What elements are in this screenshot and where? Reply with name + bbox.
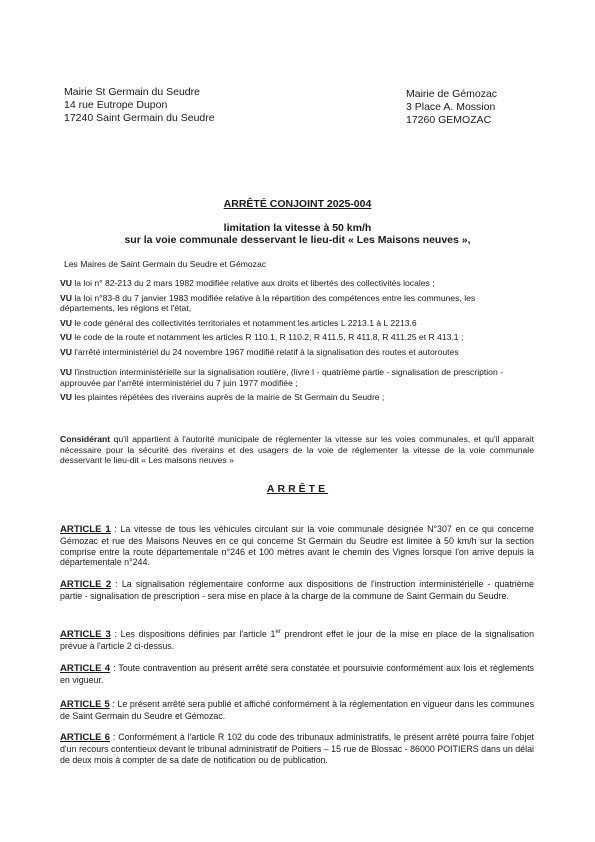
vu-item: VU la loi n°83-8 du 7 janvier 1983 modifiée relative à la répartition des compétences entre les communes, les départements, les régions et l'état, (60, 292, 476, 313)
vu-item: VU l'instruction interministérielle sur la signalisation routière, (livre I - quatrième partie - signalisation de prescription - approuvée par l'arrêté interministériel du 7 juin 1977 modifiée ; (60, 367, 503, 388)
sender-line-1: Mairie St Germain du Seudre (64, 86, 200, 98)
article-text-continued: prendront effet le jour de la mise en place de la signalisation prévue à l'article 2 ci-dessus. (60, 629, 535, 651)
article-label: ARTICLE 6 (60, 732, 110, 743)
article-5 (60, 699, 534, 722)
vu-list (60, 278, 532, 403)
article-label: ARTICLE 2 (60, 579, 112, 590)
article-label: ARTICLE 5 (60, 699, 110, 710)
recipient-line-2: 3 Place A. Mossion (406, 101, 496, 113)
article-superscript: er (275, 629, 281, 636)
article-text: : Le présent arrêté sera publié et affiché conformément à la réglementation en vigueur dans les communes de Saint Germain du Seudre et Gémozac. (60, 699, 535, 721)
article-6 (60, 732, 534, 765)
vu-item: VU le code de la route et notamment les articles R 110.1, R 110.2, R 411.5, R 411.8, R 411.25 et R 413.1 ; (60, 332, 464, 342)
recipient-address (406, 88, 497, 127)
document-title: ARRÊTÉ CONJOINT 2025-004 (223, 198, 372, 210)
article-text: : Conformément à l'article R 102 du code des tribunaux administratifs, le présent arrêté pourra faire l'objet d'un recours contentieux devant le tribunal administratif de Poitiers – 15 rue de Blossac - 86000 POITIERS dans un délai de deux mois à compter de sa date de notification ou de publication. (60, 732, 534, 765)
sender-line-2: 14 rue Eutrope Dupon (64, 99, 168, 111)
considerant-label: Considérant (60, 434, 111, 444)
article-label: ARTICLE 4 (60, 663, 111, 674)
article-label: ARTICLE 1 (60, 524, 111, 535)
vu-item: VU les plaintes répétées des riverains auprès de la mairie de St Germain du Seudre ; (60, 392, 385, 402)
article-text: : La vitesse de tous les véhicules circulant sur la voie communale désignée N°307 en ce qui concerne Gémozac et rue des Maisons Neuves en ce qui concerne St Germain du Seudre est limitée à 50 km/h sur la section comprise entre la route départementale n°246 et 100 mètres avant le chemin des Vignes lorsque l'on arrive depuis la départementale n°244. (60, 524, 534, 568)
article-text: : La signalisation réglementaire conforme aux dispositions de l'instruction interministérielle - quatrième partie - signalisation de prescription - sera mise en place à la charge de la commune de Saint Germain du Seudre. (60, 579, 534, 601)
subtitle-line-2: sur la voie communale desservant le lieu-dit « Les Maisons neuves », (124, 234, 471, 246)
vu-item: VU le code général des collectivités territoriales et notamment les articles L 2213.1 à L 2213.6 (60, 317, 417, 328)
considerant-paragraph (60, 434, 534, 466)
subtitle-line-1: limitation la vitesse à 50 km/h (223, 222, 372, 234)
vu-item: VU l'arrêté interministériel du 24 novembre 1967 modifié relatif à la signalisation des routes et autoroutes (60, 346, 459, 357)
article-4 (60, 663, 534, 686)
article-2 (60, 579, 534, 602)
vu-item: VU la loi n° 82-213 du 2 mars 1982 modifiée relative aux droits et libertés des collectivités locales ; (60, 278, 435, 288)
article-3 (60, 629, 534, 652)
considerant-text: qu'il appartient à l'autorité municipale de réglementer la vitesse sur les voies communales, et qu'il apparait nécessaire pour la sécurité des riverains et des usagers de la voie de réglementer la vitesse de la voie communale desservant le lieu-dit « Les maisons neuves » (60, 434, 535, 465)
sender-address (64, 86, 215, 125)
article-1 (60, 524, 534, 568)
article-text: : Toute contravention au présent arrêté sera constatée et poursuivie conformément aux lois et règlements en vigueur. (60, 663, 534, 685)
recipient-line-3: 17260 GEMOZAC (406, 114, 492, 126)
document-subtitle (0, 222, 595, 246)
arrete-heading: ARRÊTE (266, 483, 329, 495)
recipient-line-1: Mairie de Gémozac (406, 88, 498, 100)
sender-line-3: 17240 Saint Germain du Seudre (64, 112, 215, 124)
intro-text: Les Maires de Saint Germain du Seudre et Gémozac (64, 259, 267, 269)
article-text: : Les dispositions définies par l'article 1 (114, 629, 276, 639)
article-label: ARTICLE 3 (60, 629, 111, 640)
